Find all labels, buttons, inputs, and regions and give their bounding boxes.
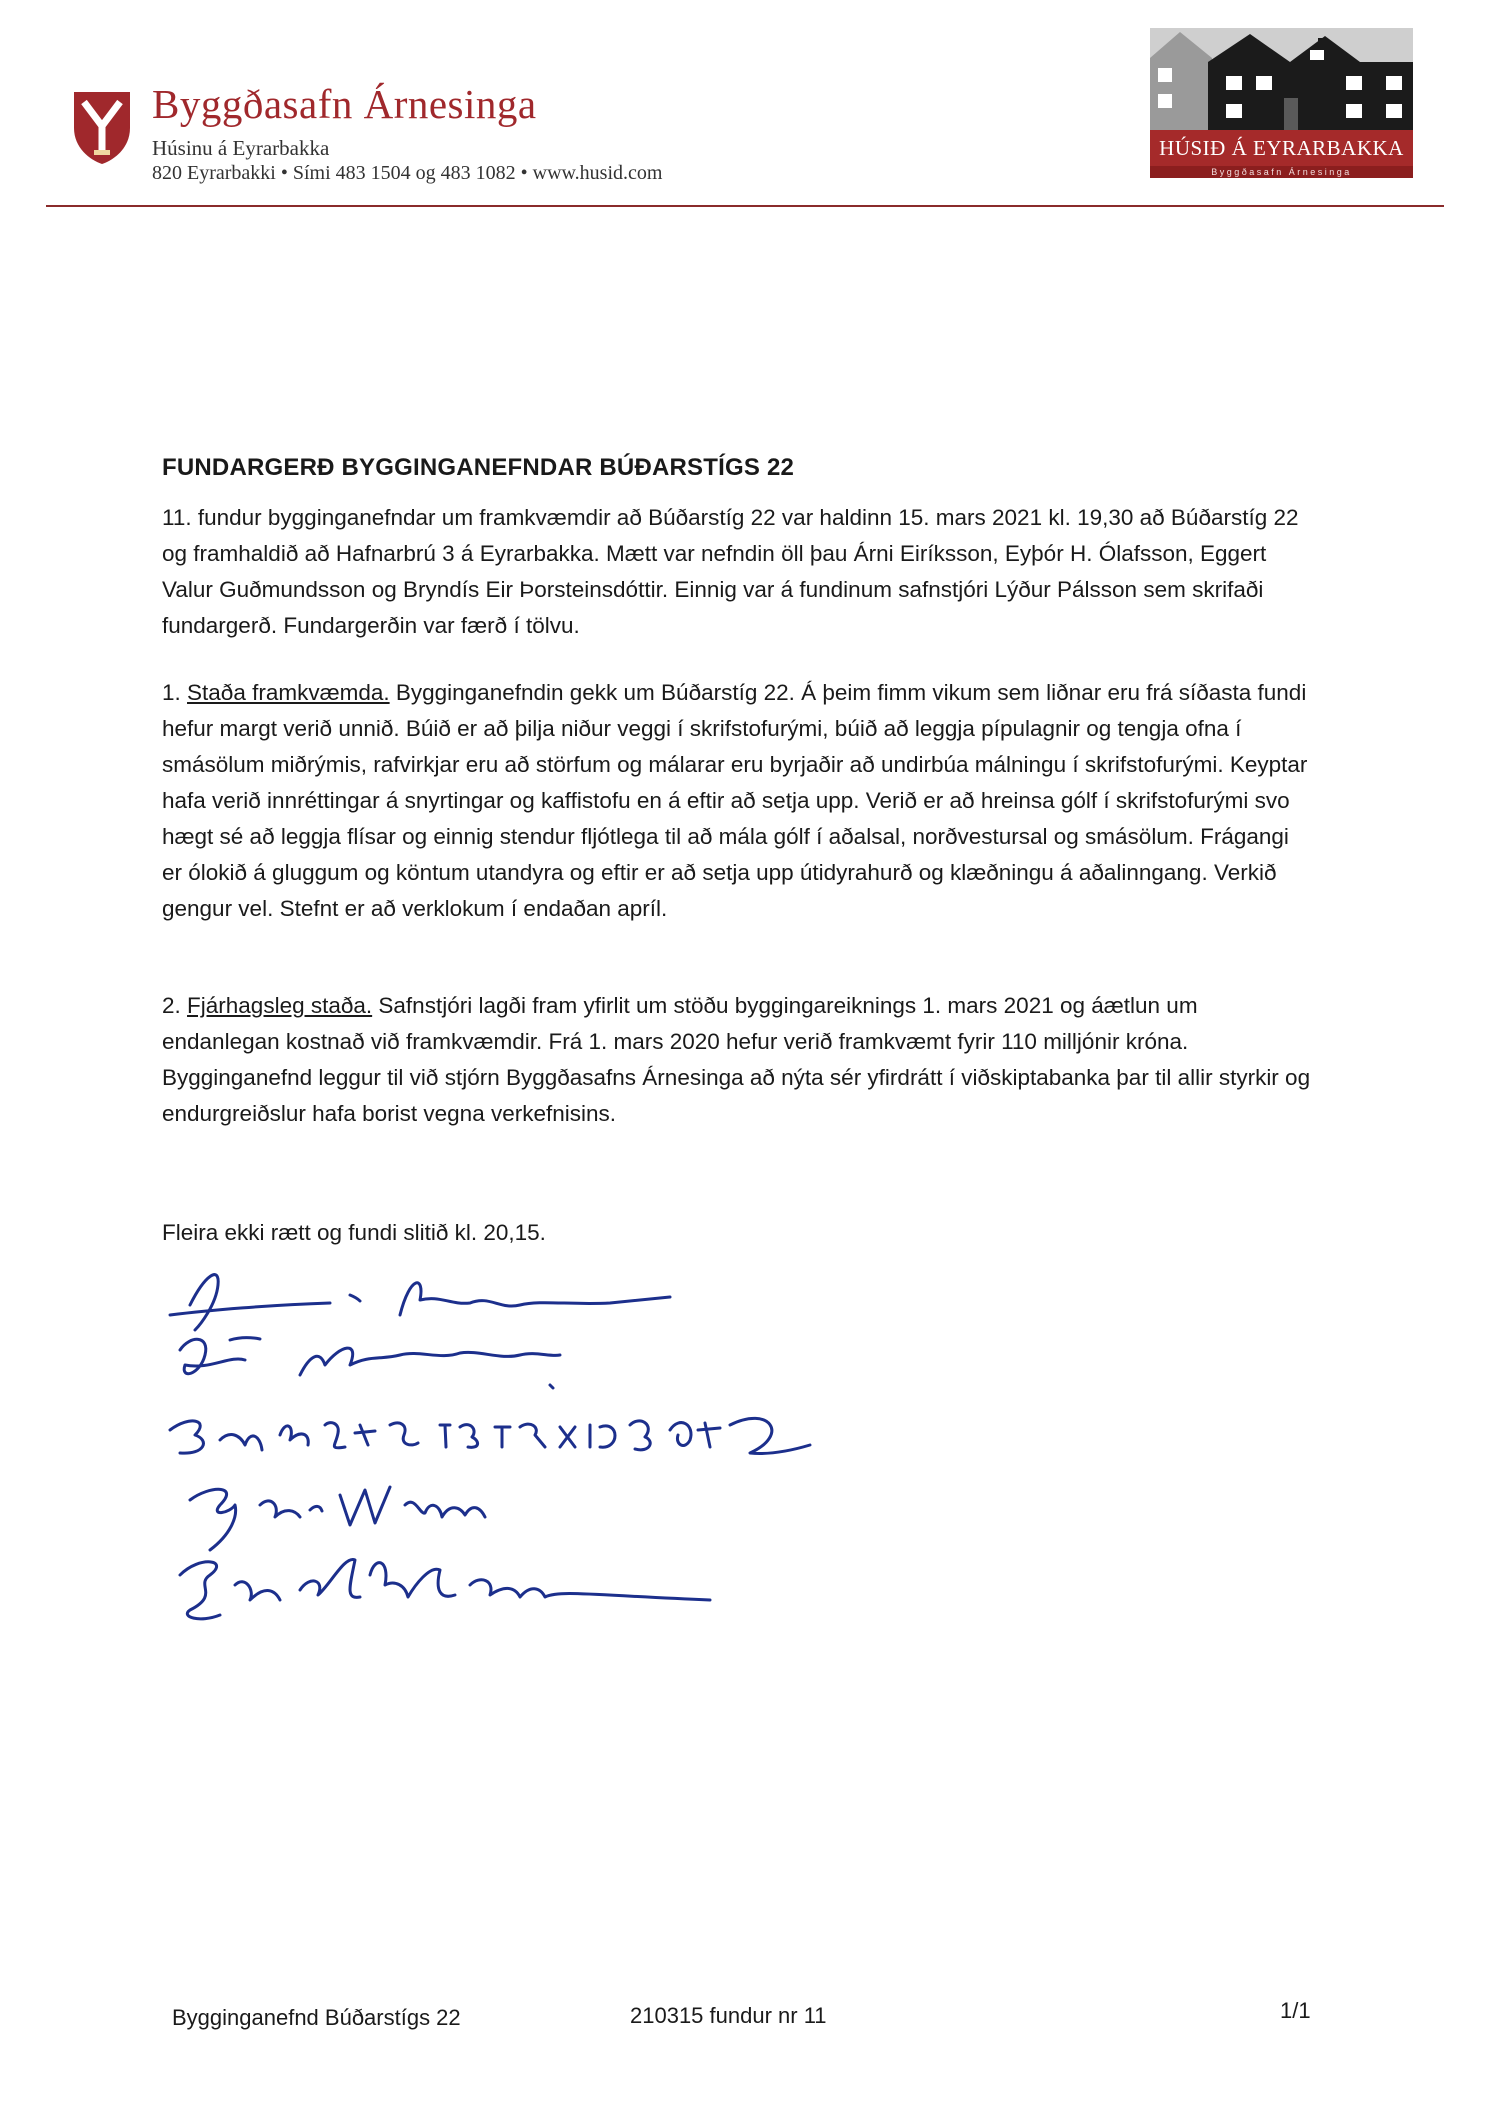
letterhead-divider bbox=[46, 205, 1444, 207]
footer-meeting-id: 210315 fundur nr 11 bbox=[630, 2003, 827, 2028]
intro-paragraph: 11. fundur bygginganefndar um framkvæmdir að Búðarstíg 22 var haldinn 15. mars 2021 kl. 19,30 að Búðarstíg 22 og framhaldið að Hafnarbrú 3 á Eyrarbakka. Mætt var nefndin öll þau Árni Eiríksson, Eyþór H. Ólafsson, Eggert Valur Guðmundsson og Bryndís Eir Þorsteinsdóttir. Einnig var á fundinum safnstjóri Lýður Pálsson sem skrifaði fundargerð. Fundargerðin var færð í tölvu. bbox=[162, 505, 1299, 638]
footer-committee: Bygginganefnd Búðarstígs 22 bbox=[172, 2005, 461, 2030]
badge-subtitle: Byggðasafn Árnesinga bbox=[1150, 166, 1413, 178]
house-badge bbox=[1150, 28, 1413, 178]
agenda-item-2 bbox=[162, 988, 1312, 1132]
museum-logo-icon bbox=[70, 88, 134, 166]
closing-line: Fleira ekki rætt og fundi slitið kl. 20,15. bbox=[162, 1220, 546, 1245]
item-text: Bygginganefndin gekk um Búðarstíg 22. Á þeim fimm vikum sem liðnar eru frá síðasta fundi hefur margt verið unnið. Búið er að þilja niður veggi í skrifstofurými, búið að leggja pípulagnir og tengja ofna í smásölum miðrýmis, rafvirkjar eru að störfum og málarar eru byrjaðir að undirbúa málningu í skrifstofurými. Keyptar hafa verið innréttingar á snyrtingar og kaffistofu en á eftir að setja upp. Verið er að hreinsa gólf í skrifstofurými svo hægt sé að leggja flísar og einnig stendur fljótlega til að mála gólf í aðalsal, norðvestursal og smásölum. Frágangi er ólokið á gluggum og köntum utandyra og eftir er að setja upp útidyrahurð og klæðningu á aðalinngang. Verkið gengur vel. Stefnt er að verklokum í endaðan apríl. bbox=[162, 680, 1308, 921]
footer-page-number: 1/1 bbox=[1280, 1998, 1311, 2023]
house-illustration-icon bbox=[1150, 28, 1413, 130]
org-address: 820 Eyrarbakki • Sími 483 1504 og 483 1082 • www.husid.com bbox=[152, 162, 663, 184]
signatures-image bbox=[150, 1255, 910, 1675]
item-heading: Fjárhagsleg staða. bbox=[187, 993, 373, 1018]
org-name: Byggðasafn Árnesinga bbox=[152, 81, 537, 127]
item-heading: Staða framkvæmda. bbox=[187, 680, 390, 705]
org-subtitle: Húsinu á Eyrarbakka bbox=[152, 136, 330, 160]
document-title: FUNDARGERÐ BYGGINGANEFNDAR BÚÐARSTÍGS 22 bbox=[162, 454, 795, 481]
item-number: 2. bbox=[162, 993, 181, 1018]
item-number: 1. bbox=[162, 680, 181, 705]
badge-title: HÚSIÐ Á EYRARBAKKA bbox=[1150, 130, 1413, 166]
agenda-item-1 bbox=[162, 675, 1312, 927]
item-text: Safnstjóri lagði fram yfirlit um stöðu byggingareiknings 1. mars 2021 og áætlun um endanlegan kostnað við framkvæmdir. Frá 1. mars 2020 hefur verið framkvæmt fyrir 110 milljónir króna. Bygginganefnd leggur til við stjórn Byggðasafns Árnesinga að nýta sér yfirdrátt í viðskiptabanka þar til allir styrkir og endurgreiðslur hafa borist vegna verkefnisins. bbox=[162, 993, 1311, 1126]
